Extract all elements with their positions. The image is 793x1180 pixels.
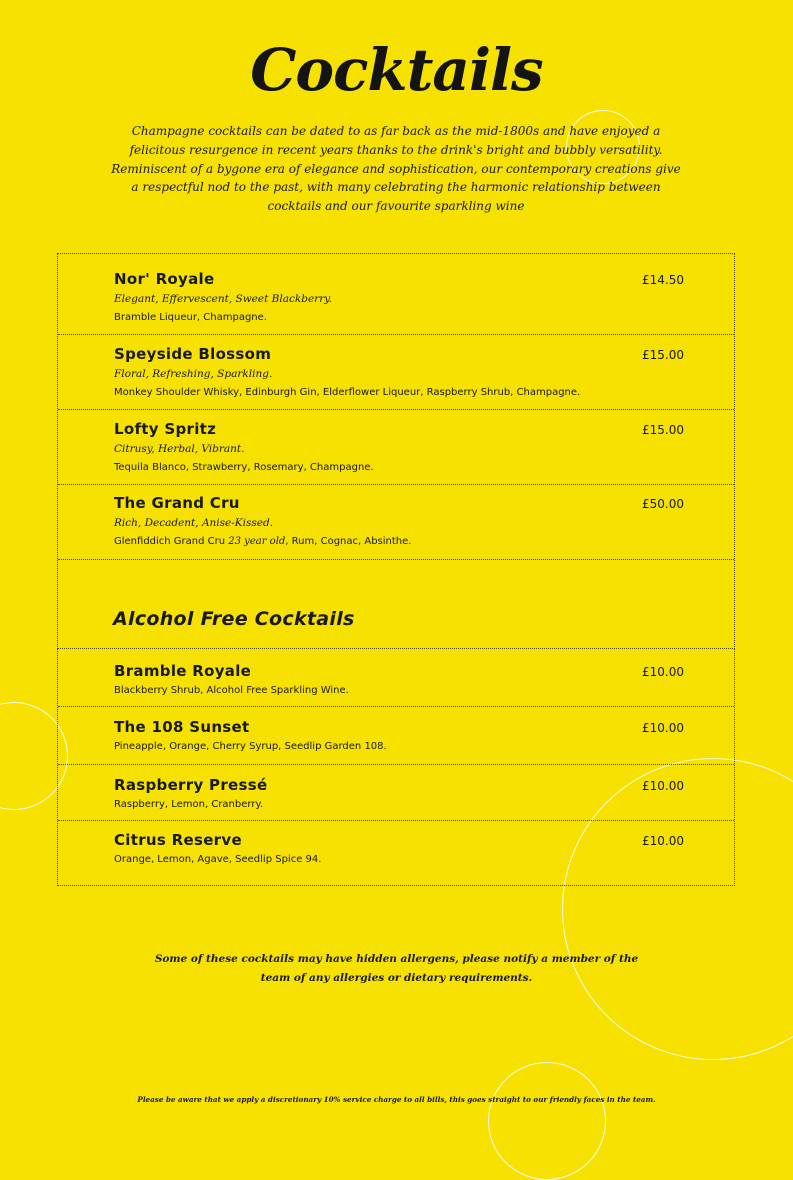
item-name: Citrus Reserve [114, 831, 242, 849]
menu-item [58, 764, 734, 820]
item-ingredients: Tequila Blanco, Strawberry, Rosemary, Champagne. [114, 462, 374, 473]
menu-item [58, 649, 734, 706]
item-price: £50.00 [642, 497, 684, 511]
section-spacer [58, 559, 734, 648]
decorative-bubble [488, 1062, 606, 1180]
alcohol-free-heading: Alcohol Free Cocktails [113, 608, 355, 630]
item-name: The Grand Cru [114, 494, 240, 512]
item-ingredients: Pineapple, Orange, Cherry Syrup, Seedlip Garden 108. [114, 741, 387, 752]
item-notes: Rich, Decadent, Anise-Kissed. [114, 517, 274, 529]
item-name: Bramble Royale [114, 662, 252, 680]
item-notes: Citrusy, Herbal, Vibrant. [114, 443, 245, 455]
item-notes: Floral, Refreshing, Sparkling. [114, 368, 273, 380]
menu-item [58, 254, 734, 334]
page-title: Cocktails [250, 36, 543, 104]
item-ingredients: Blackberry Shrub, Alcohol Free Sparkling Wine. [114, 685, 349, 696]
item-ingredients: Orange, Lemon, Agave, Seedlip Spice 94. [114, 854, 322, 865]
item-ingredients: Bramble Liqueur, Champagne. [114, 312, 267, 323]
menu-item [58, 334, 734, 409]
item-price: £10.00 [642, 779, 684, 793]
menu-item [58, 706, 734, 764]
item-price: £15.00 [642, 348, 684, 362]
alcohol-free-menu-box [57, 648, 735, 886]
cocktails-menu-box [57, 253, 735, 649]
item-price: £10.00 [642, 721, 684, 735]
menu-item [58, 820, 734, 885]
item-name: The 108 Sunset [114, 718, 250, 736]
item-ingredients: Monkey Shoulder Whisky, Edinburgh Gin, Elderflower Liqueur, Raspberry Shrub, Champagne. [114, 387, 581, 398]
service-charge-notice: Please be aware that we apply a discretionary 10% service charge to all bills, this goes straight to our friendly faces in the team. [137, 1095, 656, 1104]
item-name: Speyside Blossom [114, 345, 272, 363]
item-ingredients: Glenfiddich Grand Cru 23 year old, Rum, Cognac, Absinthe. [114, 536, 412, 547]
item-price: £10.00 [642, 665, 684, 679]
item-notes: Elegant, Effervescent, Sweet Blackberry. [114, 293, 333, 305]
item-name: Lofty Spritz [114, 420, 217, 438]
intro-paragraph: Champagne cocktails can be dated to as far back as the mid-1800s and have enjoyed a felicitous resurgence in recent years thanks to the drink's bright and bubbly versatility. Reminiscent of a bygone era of elegance and sophistication, our contemporary creations give a respectful nod to the past, with many celebrating the harmonic relationship between cocktails and our favourite sparkling wine [111, 124, 681, 214]
menu-item [58, 484, 734, 559]
menu-item [58, 409, 734, 484]
item-ingredients: Raspberry, Lemon, Cranberry. [114, 799, 264, 810]
item-price: £15.00 [642, 423, 684, 437]
item-price: £14.50 [642, 273, 684, 287]
item-name: Nor' Royale [114, 270, 215, 288]
allergen-notice: Some of these cocktails may have hidden allergens, please notify a member of the team of any allergies or dietary requirements. [154, 953, 639, 984]
item-name: Raspberry Pressé [114, 776, 268, 794]
item-price: £10.00 [642, 834, 684, 848]
